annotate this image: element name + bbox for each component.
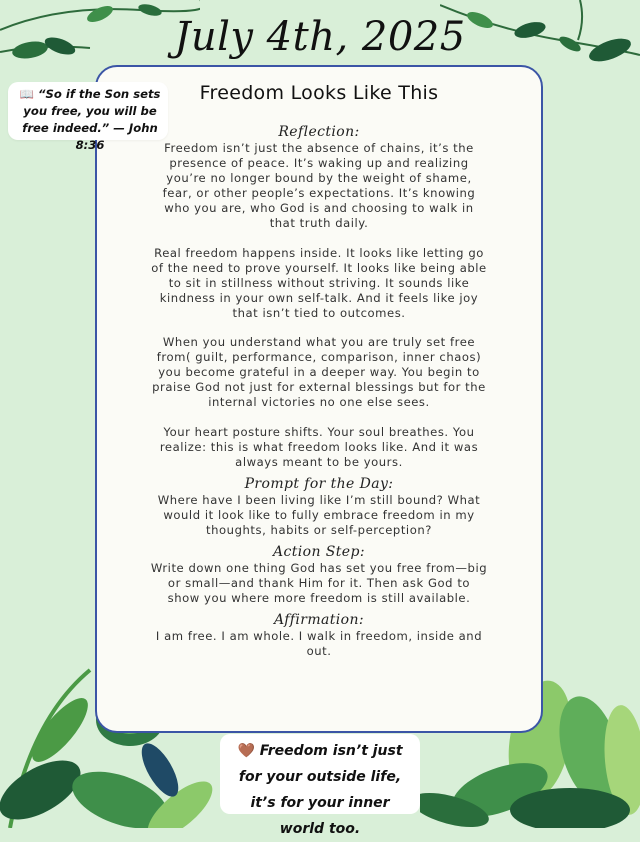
reflection-paragraph: Freedom isn’t just the absence of chains, it’s the presence of peace. It’s waking up and realizing you’re no longer bound by the weight of shame, fear, or other people’s expectations. It’s knowing who you are, who God is and choosing to walk in that truth daily. [162, 141, 476, 231]
prompt-text: Where have I been living like I’m still bound? What would it look like to fully embrace freedom in my thoughts, habits or self-perception? [157, 492, 481, 537]
page-subtitle: Freedom Looks Like This [199, 82, 439, 104]
reflection-paragraph: Real freedom happens inside. It looks like letting go of the need to prove yourself. It looks like being able to sit in stillness without striving. It sounds like kindness in your own self-talk. And it feels like joy that isn’t tied to outcomes. [151, 245, 487, 320]
affirmation-text: I am free. I am whole. I walk in freedom, inside and out. [155, 629, 483, 659]
page-title: July 4th, 2025 [174, 14, 466, 60]
reflection-heading: Reflection: [278, 124, 360, 140]
reflection-paragraph: When you understand what you are truly set free from( guilt, performance, comparison, inner chaos) you become grateful in a deeper way. You begin to praise God not just for external blessings but for the internal victories no one else sees. [152, 335, 486, 410]
scripture-quote-callout [8, 82, 168, 152]
action-step-heading: Action Step: [273, 544, 365, 561]
reflection-paragraph: Your heart posture shifts. Your soul breathes. You realize: this is what freedom looks like. And it was always meant to be yours. [159, 424, 479, 469]
closing-banner [220, 734, 420, 837]
affirmation-heading: Affirmation: [273, 612, 365, 629]
quote-text: “So if the Son sets you free, you will be free indeed.” — John 8:36 [22, 87, 161, 152]
book-icon: 📖 [19, 87, 34, 101]
action-step-text: Write down one thing God has set you free from—big or small—and thank Him for it. Then ask God to show you where more freedom is still available. [150, 561, 488, 606]
banner-text: Freedom isn’t just for your outside life, it’s for your inner world too. [238, 743, 403, 837]
brown-heart-icon: 🤎 [237, 743, 255, 759]
prompt-heading: Prompt for the Day: [244, 475, 394, 492]
journal-content [150, 124, 488, 674]
